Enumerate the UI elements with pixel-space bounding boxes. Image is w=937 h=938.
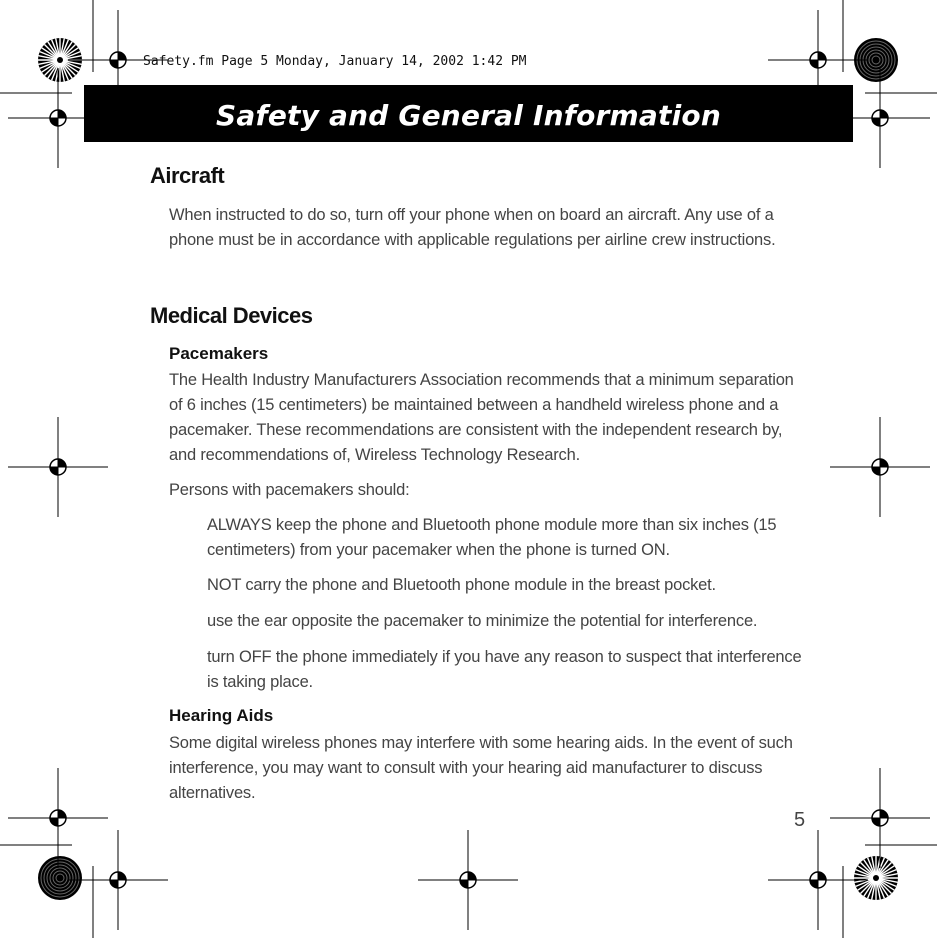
- list-item: use the ear opposite the pacemaker to minimize the potential for interference.: [207, 612, 758, 630]
- list-item: NOT carry the phone and Bluetooth phone module in the breast pocket.: [207, 576, 716, 594]
- section-heading-medical-devices: Medical Devices: [150, 303, 313, 328]
- page-title: Safety and General Information: [216, 99, 721, 132]
- subheading-pacemakers: Pacemakers: [169, 344, 269, 363]
- page-number: 5: [794, 809, 806, 831]
- list-item: turn OFF the phone immediately if you have any reason to suspect that interference is taking place.: [207, 648, 802, 691]
- file-info-header: Safety.fm Page 5 Monday, January 14, 2002 1:42 PM: [143, 54, 527, 69]
- section-heading-aircraft: Aircraft: [150, 163, 225, 188]
- pacemakers-paragraph: The Health Industry Manufacturers Association recommends that a minimum separation of 6 inches (15 centimeters) be maintained between a handheld wireless phone and a pacemaker. These recommendations are consistent with the independent research by, and recommendations of, Wireless Technology Research.: [169, 371, 794, 464]
- hearing-aids-paragraph: Some digital wireless phones may interfere with some hearing aids. In the event of such interference, you may want to consult with your hearing aid manufacturer to discuss alternatives.: [169, 734, 793, 802]
- title-bar: [84, 85, 853, 142]
- list-item: ALWAYS keep the phone and Bluetooth phone module more than six inches (15 centimeters) from your pacemaker when the phone is turned ON.: [207, 516, 777, 559]
- subheading-hearing-aids: Hearing Aids: [169, 706, 274, 725]
- pacemakers-intro: Persons with pacemakers should:: [169, 481, 410, 499]
- aircraft-paragraph: When instructed to do so, turn off your phone when on board an aircraft. Any use of a phone must be in accordance with applicable regulations per airline crew instructions.: [169, 206, 776, 249]
